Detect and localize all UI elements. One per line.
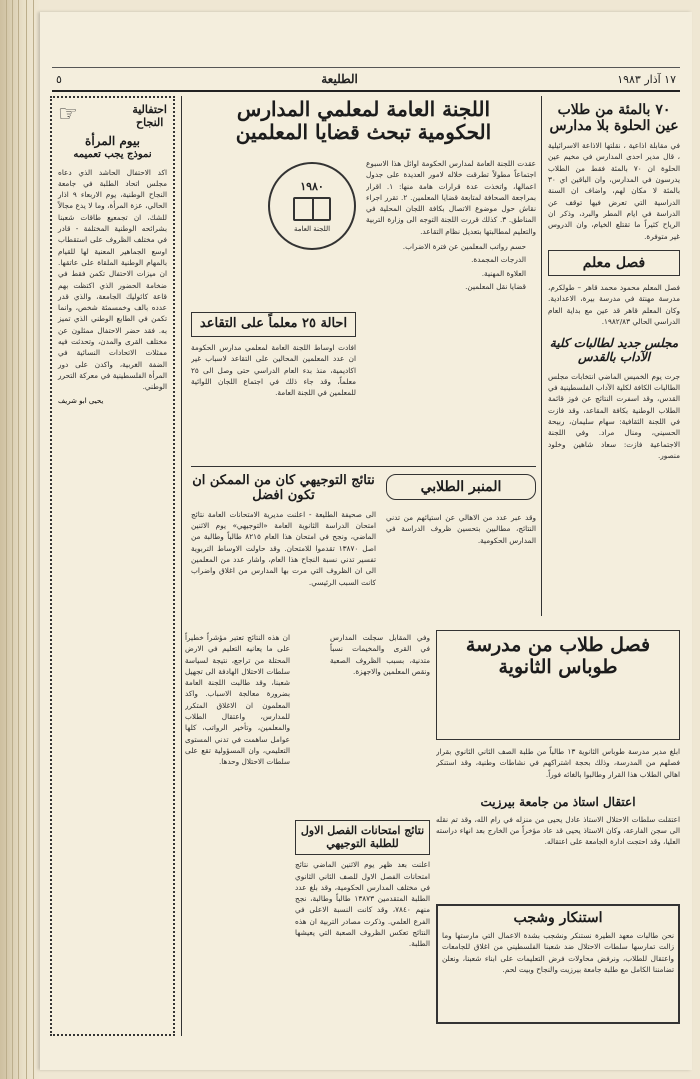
- story-exam: [295, 820, 430, 1020]
- story-ain-helweh-title: ٧٠ بالمئة من طلاب عين الحلوة بلا مدارس: [549, 102, 679, 135]
- newspaper-page: [40, 12, 692, 1070]
- women-day-box: [50, 96, 175, 1036]
- lead-bullet-item: حسم رواتب المعلمين عن فترة الاضراب.: [402, 242, 526, 252]
- women-day-body: اكد الاحتفال الحاشد الذي دعاه مجلس اتحاد الطلبة في جامعة النجاح الوطنية، يوم الاربعاء ٩ اذار الحالي، عزة المرأة، وما لا يدع مجالاً للشك، ان تجمعيع طاقات شعبنا بشرائحه الوطنية المختلفة - قادر في مختلف الظروف على استقطاب اوسع الجماهير المعنية لها للقيام بالمهام الوطنية الملقاة على عاتقها. ان ميزات الاحتفال تكمن فقط في ضخامة الحضور الذي اكتظت بهم قاعة كاثوليك الجامعة، والذي قدر عدده بالف وخمسمئة شخص، وانما تكمن في الطابع الوطني الذي تميز به. فقد حضر الاحتفال ممثلون عن مختلف القرى والمدن، وتحدثت فيه ممثلات الاتحادات النسائية في الضفة الغربية، واكدن على دور المرأة الفلسطينية في معركة التحرر الوطني.: [58, 167, 168, 392]
- story-retire-title: احالة ٢٥ معلماً على التقاعد: [191, 312, 356, 337]
- story-results-title: نتائج التوجيهي كان من الممكن ان تكون افضل: [192, 474, 375, 503]
- section-divider: [191, 466, 536, 467]
- book-icon: [293, 197, 331, 221]
- lead-bullet-item: قضايا نقل المعلمين.: [465, 281, 526, 291]
- story-ack: [436, 904, 680, 1024]
- story-results-cont: وقد عبر عدد من الاهالي عن استيائهم من تدني النتائج، مطالبين بتحسين ظروف الدراسة في المدارس الحكومية.: [386, 513, 536, 545]
- union-seal-emblem: ١٩٨٠ اللجنة العامة: [268, 162, 356, 250]
- lead-bullet-item: العلاوة المهنية.: [481, 268, 526, 278]
- story-retire-body: افادت اوساط اللجنة العامة لمعلمي مدارس الحكومة ان عدد المعلمين المحالين على التقاعد لاسباب غير اكاديمية، منذ بدء العام الدراسي حتى وصل الى ٢٥ معلماً، وقد جاء ذلك في اجتماع اللجان اللوائية للمعلمين في اللجنة العامة.: [191, 342, 356, 398]
- minbar-label: المنبر الطلابي: [386, 474, 536, 500]
- header-page-number: ٥: [56, 72, 62, 86]
- story-arrest: [436, 796, 680, 896]
- story-arrest-title: اعتقال استاذ من جامعة بيرزيت: [480, 796, 636, 809]
- story-ack-body: نحن طالبات معهد الطيرة نستنكر ونشجب بشدة الاعمال التي مارستها وما زالت تمارسها سلطات الاحتلال ضد شعبنا الفلسطيني من اغلاق للجامعات واعتقال للطلاب، ونرفض محاولات فرض التعليمات على ابناء شعبنا، ونعلن تضامننا الكامل مع طلبة جامعة بيرزيت والنجاح وبيت لحم.: [442, 931, 674, 974]
- women-day-title: بيوم المرأة نموذج يجب تعميمه: [73, 134, 152, 161]
- lead-headline: [191, 98, 536, 144]
- story-teacher-fired-body: فصل المعلم محمود محمد قاهر – طولكرم، مدرسة مهنتة في مدرسة بيرة، الاعدادية. وكان المعلم قاهر قد عين مع بداية العام الدراسي الحالي ١٩٨٢/٨٣.: [548, 282, 680, 326]
- lead-headline-line2: الحكومية تبحث قضايا المعلمين: [235, 120, 492, 144]
- story-retire: [191, 312, 356, 462]
- story-ack-title: استنكار وشجب: [513, 910, 603, 926]
- story-results: [191, 474, 376, 624]
- pointing-hand-icon: ☞: [58, 102, 78, 127]
- header-date: ١٧ آذار ١٩٨٣: [617, 72, 676, 86]
- story-council-title: مجلس جديد لطالبات كلية الآداب بالقدس: [549, 336, 679, 364]
- lead-bullets: [366, 241, 536, 292]
- story-exam-col: وفي المقابل سجلت المدارس في القرى والمخيمات نسباً متدنية، بسبب الظروف الصعبة ونقص المعلمين والاجهزة.: [330, 633, 430, 676]
- story-expel-title: فصل طلاب من مدرسة طوباس الثانوية: [465, 634, 651, 678]
- story-expel-body: ابلغ مدير مدرسة طوباس الثانوية ١٣ طالباً من طلبة الصف الثاني الثانوي بقرار فصلهم من المدرسة، وذلك بحجة اشتراكهم في نشاطات وطنية، وقد استنكر اهالي الطلاب هذا القرار وطالبوا بالغائه فوراً.: [436, 747, 680, 779]
- lead-body-column: [366, 158, 536, 448]
- story-ain-helweh-body: في مقابلة اذاعية ، نقلتها الاذاعة الاسرائيلية ، قال مدير احدى المدارس في مخيم عين الحلوة ان ٧٠ بالمئة فقط من الطلاب يدرسون في المدارس، وان الباقين اي ٣٠ بالمئة لا مكان لهم، واضاف ان السنة الدراسية التي تعرض فيها توقف عن الدراسة في ايام المطر والبرد، وذكر ان الرياح كثيراً ما تقتلع الخيام، وان الدروس غير متوفرة.: [548, 141, 680, 241]
- story-expel-box: [436, 630, 680, 740]
- lead-headline-line1: اللجنة العامة لمعلمي المدارس: [236, 97, 491, 121]
- story-arrest-body: اعتقلت سلطات الاحتلال الاستاذ عادل يحيى من منزله في رام الله، وقد تم نقله الى سجن الفارعة، وكان الاستاذ يحيى قد عاد مؤخراً من الخارج بعد انهاء دراسته العليا، وقد احتجت ادارة الجامعة على اعتقاله.: [436, 814, 680, 847]
- lead-bullet-item: الدرجات المجمدة.: [471, 255, 526, 265]
- story-exam-title: نتائج امتحانات الفصل الاول للطلبة التوجيهي: [295, 820, 430, 855]
- story-teacher-fired-title: فصل معلم: [548, 250, 680, 276]
- story-results-body: الى صحيفة الطليعة - اعلنت مديرية الامتحانات العامة نتائج امتحان الدراسة الثانوية العامة «التوجيهي» يوم الاثنين الماضي، ونجح في امتحان هذا العام ٨٢١٥ طالباً وطالبة من اصل ١٣٨٧٠ تقدموا للامتحان. وقد حاولت الاوساط التربوية تفسير تدني نسبة النجاح هذا العام، واشار عدد من المعلمين الى ان الظروف التي مرت بها المدارس من اغلاق واضراب كانت السبب الرئيسي.: [191, 509, 376, 587]
- page-binding: [0, 0, 40, 1079]
- story-exam-body: اعلنت بعد ظهر يوم الاثنين الماضي نتائج امتحانات الفصل الاول للصف الثاني الثانوي في مختلف المدارس الحكومية، وقد بلغ عدد الطلبة المتقدمين ١٣٨٧٣ طالباً وطالبة، نجح منهم ٧٨٤٠، وقد كانت النسبة الاعلى في الفرع العلمي. وذكرت مصادر التربية ان هذه النتائج تعكس الظروف الصعبة التي يعيشها الطلبة.: [295, 860, 430, 949]
- header-paper-name: الطليعة: [321, 72, 358, 86]
- column-divider: [541, 96, 542, 616]
- story-council-body: جرت يوم الخميس الماضي انتخابات مجلس الطالبات الكافة لكلية الآداب الفلسطينية في القدس، وقد اسفرت النتائج عن فوز قائمة الطلاب الوطنية بكافة المقاعد، وقد فازت في اللجنة الثقافية: سهام سليمان، ربيحة الحسيني، ومنال مراد. وفي اللجنة الاجتماعية فازت: سعاد شاهين وخلود منصور.: [548, 371, 680, 460]
- women-day-signature: يحيى ابو شريف: [58, 396, 104, 405]
- lead-body: عقدت اللجنة العامة لمدارس الحكومة اوائل هذا الاسبوع اجتماعاً مطولاً تطرقت خلاله لامور العديدة على جدول اعمالها، واتخذت عدة قرارات هامة منها: ١. اقرار بمراجعة الصحافة لمتابعة قضايا المعلمين. ٢. تقرر اجراء نقاش حول موضوع الاتصال بكافة اللجان المحلية في المناطق. ٣. كذلك قررت اللجنة التوجه الى وزارة التربية والتعليم لمطالبتها بتعديل نظام التقاعد.: [366, 159, 536, 236]
- story-general-col: ان هذه النتائج تعتبر مؤشراً خطيراً على ما يعانيه التعليم في الارض المحتلة من تراجع، نتيجة لسياسة سلطات الاحتلال الهادفة الى تجهيل شعبنا، وقد طالبت اللجنة العامة بضرورة معالجة الاسباب. واكد المعلمون ان الاغلاق المتكرر للمدارس، واعتقال الطلاب والمعلمين، وتأخير الرواتب، كلها عوامل ساهمت في تدني المستوى التعليمي، وان المسؤولية تقع على سلطات الاحتلال وحدها.: [185, 633, 290, 767]
- page-header: [52, 67, 680, 92]
- story-expel-body-col: [436, 746, 680, 792]
- column-divider: [181, 96, 182, 1036]
- women-day-kicker: احتفالية النجاح: [132, 103, 167, 129]
